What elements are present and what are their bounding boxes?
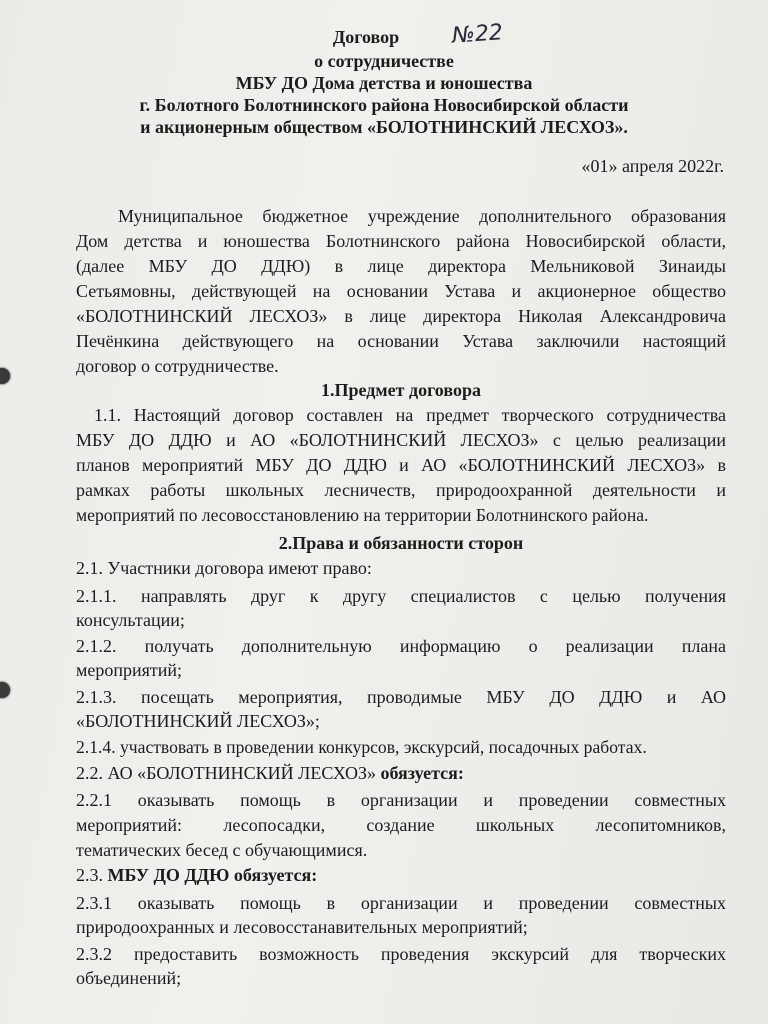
clause-emphasis: МБУ ДО ДДЮ обязуется:: [107, 865, 318, 885]
doc-subtitle: о сотрудничестве: [314, 51, 454, 71]
doc-party-line: и акционерным обществом «БОЛОТНИНСКИЙ ЛЕСХОЗ».: [140, 117, 628, 137]
clause-line: 2.1.4. участвовать в проведении конкурсов, экскурсий, посадочных работах.: [76, 737, 647, 757]
punch-hole: [0, 368, 10, 384]
doc-party-line: г. Болотного Болотнинского района Новосибирской области: [139, 95, 629, 115]
intro-line: договор о сотрудничестве.: [76, 356, 279, 376]
section-line: рамках работы школьных лесничеств, природоохранной деятельности и: [76, 480, 726, 500]
clause-line: объединений;: [76, 968, 182, 988]
punch-hole: [0, 682, 10, 698]
clause-line: консультации;: [76, 610, 185, 630]
section-line: планов мероприятий МБУ ДО ДДЮ и АО «БОЛОТНИНСКИЙ ЛЕСХОЗ» в: [76, 455, 726, 475]
section-line: мероприятий по лесовосстановлению на территории Болотнинского района.: [76, 505, 649, 525]
section-line: 1.1. Настоящий договор составлен на предмет творческого сотрудничества: [94, 405, 726, 425]
section-heading: 2.Права и обязанности сторон: [278, 533, 524, 553]
clause-line: «БОЛОТНИНСКИЙ ЛЕСХОЗ»;: [76, 711, 320, 731]
clause-line: [76, 863, 726, 887]
clause-text: 2.2. АО «БОЛОТНИНСКИЙ ЛЕСХОЗ»: [76, 763, 381, 783]
clause-line: 2.1.2. получать дополнительную информацию о реализации плана: [76, 636, 726, 656]
clause-line: 2.1.1. направлять друг к другу специалистов с целью получения: [76, 586, 726, 606]
clause-line: 2.3.2 предоставить возможность проведения экскурсий для творческих: [76, 944, 726, 964]
clause-line: 2.3.1 оказывать помощь в организации и проведении совместных: [76, 893, 726, 913]
clause-text: 2.3.: [76, 865, 108, 885]
doc-date: «01» апреля 2022г.: [581, 156, 724, 176]
clause-line: природоохранных и лесовосстанавительных мероприятий;: [76, 917, 528, 937]
clause-line: [76, 761, 726, 785]
doc-title: Договор: [332, 27, 400, 47]
clause-line: 2.1.3. посещать мероприятия, проводимые МБУ ДО ДДЮ и АО: [76, 687, 726, 707]
intro-line: Муниципальное бюджетное учреждение дополнительного образования: [118, 206, 726, 226]
intro-line: Сетьямовны, действующей на основании Устава и акционерное общество: [76, 281, 726, 301]
handwritten-number: №22: [451, 20, 504, 49]
clause-line: мероприятий;: [76, 660, 183, 680]
intro-line: (далее МБУ ДО ДДЮ) в лице директора Мельниковой Зинаиды: [76, 256, 726, 276]
section-line: МБУ ДО ДДЮ и АО «БОЛОТНИНСКИЙ ЛЕСХОЗ» с целью реализации: [76, 430, 726, 450]
clause-line: тематических бесед с обучающимися.: [76, 840, 368, 860]
intro-line: «БОЛОТНИНСКИЙ ЛЕСХОЗ» в лице директора Николая Александровича: [76, 306, 726, 326]
clause-line: мероприятий: лесопосадки, создание школьных лесопитомников,: [76, 815, 726, 835]
clause-emphasis: обязуется:: [380, 763, 464, 783]
intro-line: Печёнкина действующего на основании Устава заключили настоящий: [76, 331, 726, 351]
section-heading: 1.Предмет договора: [321, 380, 481, 400]
clause-line: 2.2.1 оказывать помощь в организации и проведении совместных: [76, 790, 726, 810]
intro-line: Дом детства и юношества Болотнинского района Новосибирской области,: [76, 231, 726, 251]
doc-party-line: МБУ ДО Дома детства и юношества: [235, 73, 533, 93]
clause-line: 2.1. Участники договора имеют право:: [76, 558, 372, 578]
